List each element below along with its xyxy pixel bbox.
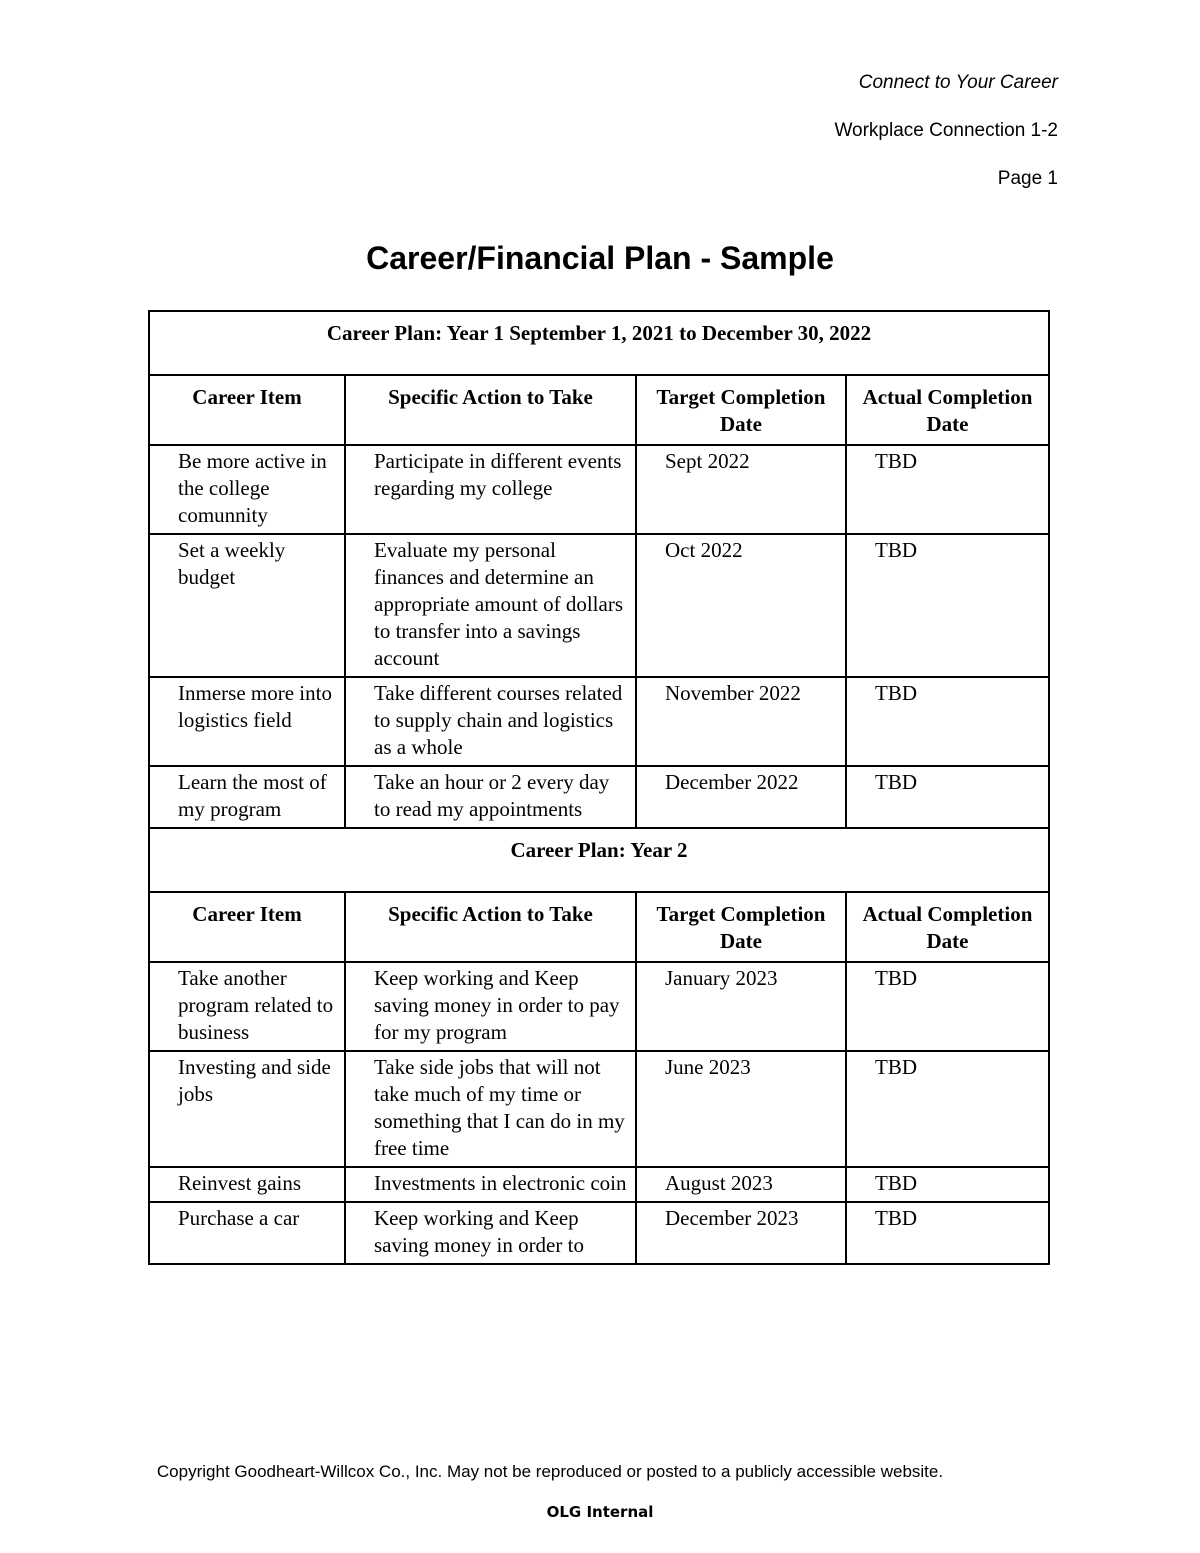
target-date-cell: December 2022 [636,766,846,828]
target-date-cell: Oct 2022 [636,534,846,677]
target-date-cell: November 2022 [636,677,846,766]
table-row [149,677,1049,766]
career-item-cell: Set a weekly budget [149,534,345,677]
page-number: Page 1 [997,168,1058,189]
career-item-cell: Learn the most of my program [149,766,345,828]
career-plan-table [148,310,1050,1265]
column-header-row [149,892,1049,962]
career-item-cell: Take another program related to business [149,962,345,1051]
table-row [149,766,1049,828]
copyright-notice: Copyright Goodheart-Willcox Co., Inc. May not be reproduced or posted to a publicly accessible website. [156,1462,944,1481]
target-date-header: Target Completion Date [636,375,846,445]
specific-action-header: Specific Action to Take [345,892,636,962]
actual-date-cell: TBD [846,766,1049,828]
target-date-header: Target Completion Date [636,892,846,962]
career-item-cell: Inmerse more into logistics field [149,677,345,766]
career-item-header: Career Item [149,375,345,445]
specific-action-cell: Evaluate my personal finances and determine an appropriate amount of dollars to transfer into a savings account [345,534,636,677]
target-date-cell: August 2023 [636,1167,846,1202]
actual-date-header: Actual Completion Date [846,375,1049,445]
table-row [149,962,1049,1051]
career-item-cell: Be more active in the college comunnity [149,445,345,534]
section-heading: Career Plan: Year 2 [149,828,1049,892]
specific-action-cell: Keep working and Keep saving money in order to [345,1202,636,1264]
specific-action-cell: Take different courses related to supply chain and logistics as a whole [345,677,636,766]
career-item-header: Career Item [149,892,345,962]
specific-action-header: Specific Action to Take [345,375,636,445]
table-row [149,1202,1049,1264]
specific-action-cell: Take an hour or 2 every day to read my appointments [345,766,636,828]
book-title: Connect to Your Career [858,72,1058,93]
section-heading: Career Plan: Year 1 September 1, 2021 to December 30, 2022 [149,311,1049,375]
actual-date-cell: TBD [846,534,1049,677]
column-header-row [149,375,1049,445]
specific-action-cell: Keep working and Keep saving money in order to pay for my program [345,962,636,1051]
table-row [149,445,1049,534]
actual-date-cell: TBD [846,1051,1049,1167]
specific-action-cell: Investments in electronic coin [345,1167,636,1202]
target-date-cell: June 2023 [636,1051,846,1167]
target-date-cell: January 2023 [636,962,846,1051]
table-row [149,1051,1049,1167]
section-heading-row [149,311,1049,375]
career-item-cell: Reinvest gains [149,1167,345,1202]
section-heading-row [149,828,1049,892]
section-label: Workplace Connection 1-2 [834,120,1058,141]
actual-date-cell: TBD [846,1202,1049,1264]
target-date-cell: Sept 2022 [636,445,846,534]
specific-action-cell: Participate in different events regarding my college [345,445,636,534]
specific-action-cell: Take side jobs that will not take much of my time or something that I can do in my free time [345,1051,636,1167]
actual-date-cell: TBD [846,1167,1049,1202]
table-row [149,534,1049,677]
career-item-cell: Investing and side jobs [149,1051,345,1167]
actual-date-header: Actual Completion Date [846,892,1049,962]
table-row [149,1167,1049,1202]
classification-label: OLG Internal [546,1503,654,1521]
actual-date-cell: TBD [846,677,1049,766]
actual-date-cell: TBD [846,445,1049,534]
target-date-cell: December 2023 [636,1202,846,1264]
document-title: Career/Financial Plan - Sample [366,240,834,276]
actual-date-cell: TBD [846,962,1049,1051]
career-item-cell: Purchase a car [149,1202,345,1264]
